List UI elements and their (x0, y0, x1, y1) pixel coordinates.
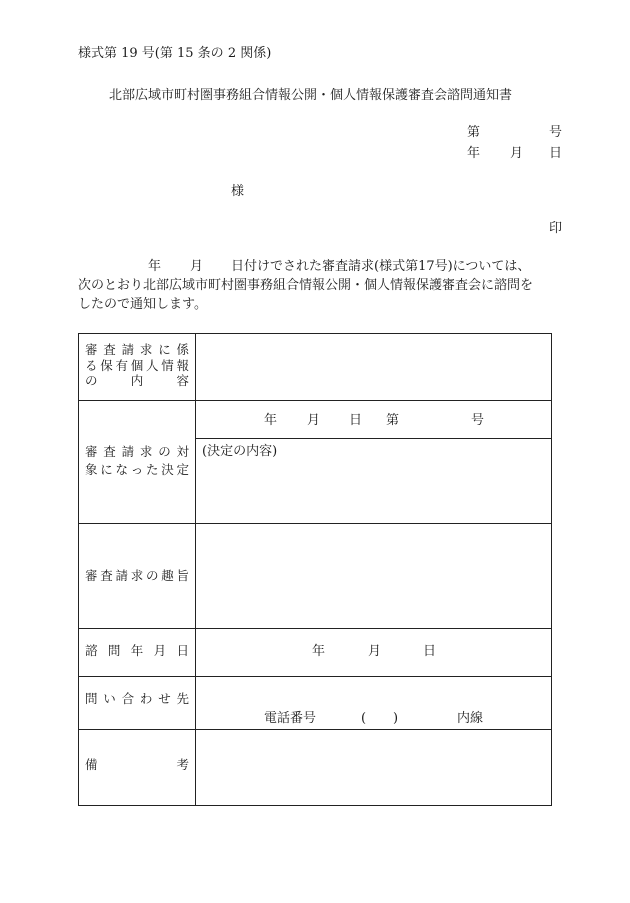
row1-label: 審査請求に係 る保有個人情報 の 内 容 (85, 342, 189, 388)
extension-label: 内線 (457, 711, 484, 726)
inquiry-year: 年 (312, 644, 326, 659)
decision-number-dai: 第 (386, 413, 400, 428)
table-column-divider (195, 334, 196, 805)
row-divider (79, 729, 551, 730)
header-number-go: 号 (549, 125, 563, 140)
decision-content-label: (決定の内容) (202, 444, 278, 459)
row4-label: 諮問年月日 (85, 643, 189, 658)
body-line1: 日付けでされた審査請求(様式第17号)については、 (231, 259, 531, 274)
phone-label: 電話番号 (264, 711, 317, 726)
row-divider (79, 676, 551, 677)
document-title: 北部広域市町村圏事務組合情報公開・個人情報保護審査会諮問通知書 (109, 88, 513, 103)
row3-label: 審査請求の趣旨 (85, 568, 189, 583)
header-day: 日 (549, 146, 563, 161)
inquiry-day: 日 (423, 644, 437, 659)
body-line3: したので通知します。 (78, 297, 207, 312)
decision-number-go: 号 (471, 413, 485, 428)
phone-paren-close: ) (393, 711, 399, 726)
seal-mark: 印 (549, 221, 563, 236)
notice-table (78, 333, 552, 806)
header-month: 月 (510, 146, 524, 161)
row-divider (79, 400, 551, 401)
row6-label: 備 考 (85, 757, 189, 772)
body-month: 月 (190, 259, 204, 274)
row-divider (79, 523, 551, 524)
decision-month: 月 (307, 413, 321, 428)
header-number-dai: 第 (467, 125, 481, 140)
addressee-suffix: 様 (231, 184, 245, 199)
decision-year: 年 (264, 413, 278, 428)
header-year: 年 (467, 146, 481, 161)
body-line2: 次のとおり北部広域市町村圏事務組合情報公開・個人情報保護審査会に諮問を (78, 278, 534, 293)
inquiry-month: 月 (368, 644, 382, 659)
row-divider (79, 628, 551, 629)
body-year: 年 (148, 259, 162, 274)
phone-paren-open: ( (361, 711, 367, 726)
form-number: 様式第 19 号(第 15 条の 2 関係) (78, 46, 272, 61)
decision-day: 日 (349, 413, 363, 428)
row-divider (195, 438, 551, 439)
row2-label: 審査請求の対 象になった決定 (85, 444, 189, 477)
row5-label: 問い合わせ先 (85, 691, 189, 706)
